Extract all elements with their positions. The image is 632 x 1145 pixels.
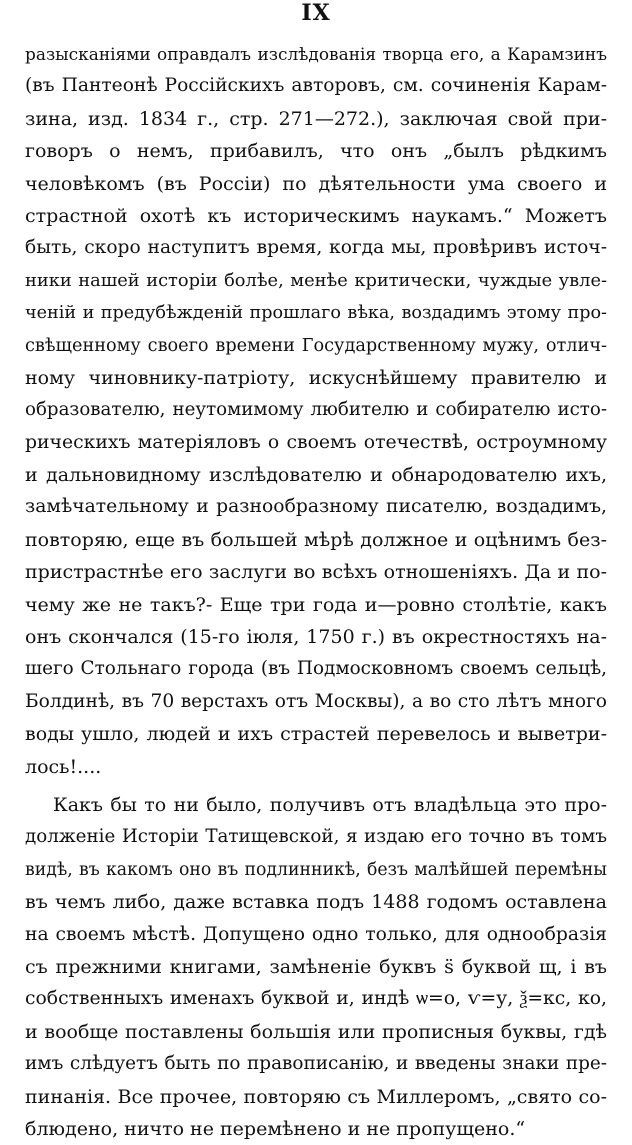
text-line: и дальновидному изслѣдователю и обнародователю ихъ, [25, 464, 607, 487]
text-line: повторяю, еще въ большей мѣрѣ должное и оцѣнимъ без- [25, 528, 607, 551]
text-line: въ чемъ либо, даже вставка подъ 1488 годомъ оставлена [25, 891, 607, 914]
text-line: разысканіями оправдалъ изслѣдованія творца его, а Карамзинъ [25, 44, 607, 64]
text-line: пристрастнѣе его заслуги во всѣхъ отношеніяхъ. Да и по- [25, 561, 607, 584]
text-line: съ прежними книгами, замѣненіе буквъ ѕ̈ буквой щ, і въ [25, 955, 607, 978]
text-line: быть, скоро наступитъ время, когда мы, провѣривъ источ- [25, 237, 607, 259]
text-line: говоръ о немъ, прибавилъ, что онъ „былъ рѣдкимъ [25, 140, 607, 163]
text-line: (въ Пантеонѣ Россійскихъ авторовъ, см. сочиненія Карам- [25, 75, 607, 97]
text-line: воды ушло, людей и ихъ страстей перевелось и выветри- [25, 723, 607, 746]
text-line: зина, изд. 1834 г., стр. 271—272.), заключая свой при- [25, 107, 607, 130]
page-text [25, 38, 607, 1145]
text-line: онъ скончался (15-го іюля, 1750 г.) въ окрестностяхъ на- [25, 626, 607, 649]
text-line: страстной охотѣ къ историческимъ наукамъ.“ Можетъ [25, 204, 607, 227]
text-line: образователю, неутомимому любителю и собирателю исто- [25, 399, 607, 421]
text-line: шего Стольнаго города (въ Подмосковномъ своемъ сельцѣ, [25, 658, 607, 680]
text-line: ному чиновнику-патріоту, искуснѣйшему правителю и [25, 366, 607, 389]
page-number: IX [301, 0, 331, 26]
text-line: долженіе Исторіи Татищевской, я издаю его точно въ томъ [25, 826, 607, 848]
text-line: на своемъ мѣстѣ. Допущено одно только, для однообразія [25, 923, 607, 945]
text-line: и вообще поставлены большія или прописныя буквы, гдѣ [25, 1020, 607, 1043]
text-line: собственныхъ именахъ буквой и, индѣ ѡ=о, ѵ=у, ѯ=кс, ко, [25, 988, 607, 1010]
text-line: пинанія. Все прочее, повторяю съ Миллеромъ, „свято со- [25, 1085, 607, 1108]
text-line: лось!.... [25, 755, 102, 778]
text-line: Какъ бы то ни было, получивъ отъ владѣльца это про- [53, 793, 607, 816]
text-line: свѣщенному своего времени Государственному мужу, отлич- [25, 335, 607, 356]
text-line: Болдинѣ, въ 70 верстахъ отъ Москвы), а во сто лѣтъ много [25, 690, 607, 712]
text-line: замѣчательному и разнообразному писателю, воздадимъ, [25, 496, 607, 518]
text-line: рическихъ матеріяловъ о своемъ отечествѣ, остроумному [25, 431, 607, 453]
text-line: ченій и предубѣжденій прошлаго вѣка, воздадимъ этому про- [25, 303, 607, 324]
text-line: человѣкомъ (въ Россіи) по дѣятельности ума своего и [25, 172, 607, 195]
text-line: блюдено, ничто не перемѣнено и не пропущено.“ [25, 1117, 526, 1140]
text-line: видѣ, въ какомъ оно въ подлинникѣ, безъ малѣйшей перемѣны [25, 859, 607, 880]
text-line: чему же не такъ?- Еще три года и—ровно столѣтіе, какъ [25, 593, 607, 616]
text-line: имъ слѣдуетъ быть по правописанію, и введены знаки пре- [25, 1053, 607, 1075]
text-line: ники нашей исторіи болѣе, менѣе критически, чуждые увле- [25, 269, 607, 291]
